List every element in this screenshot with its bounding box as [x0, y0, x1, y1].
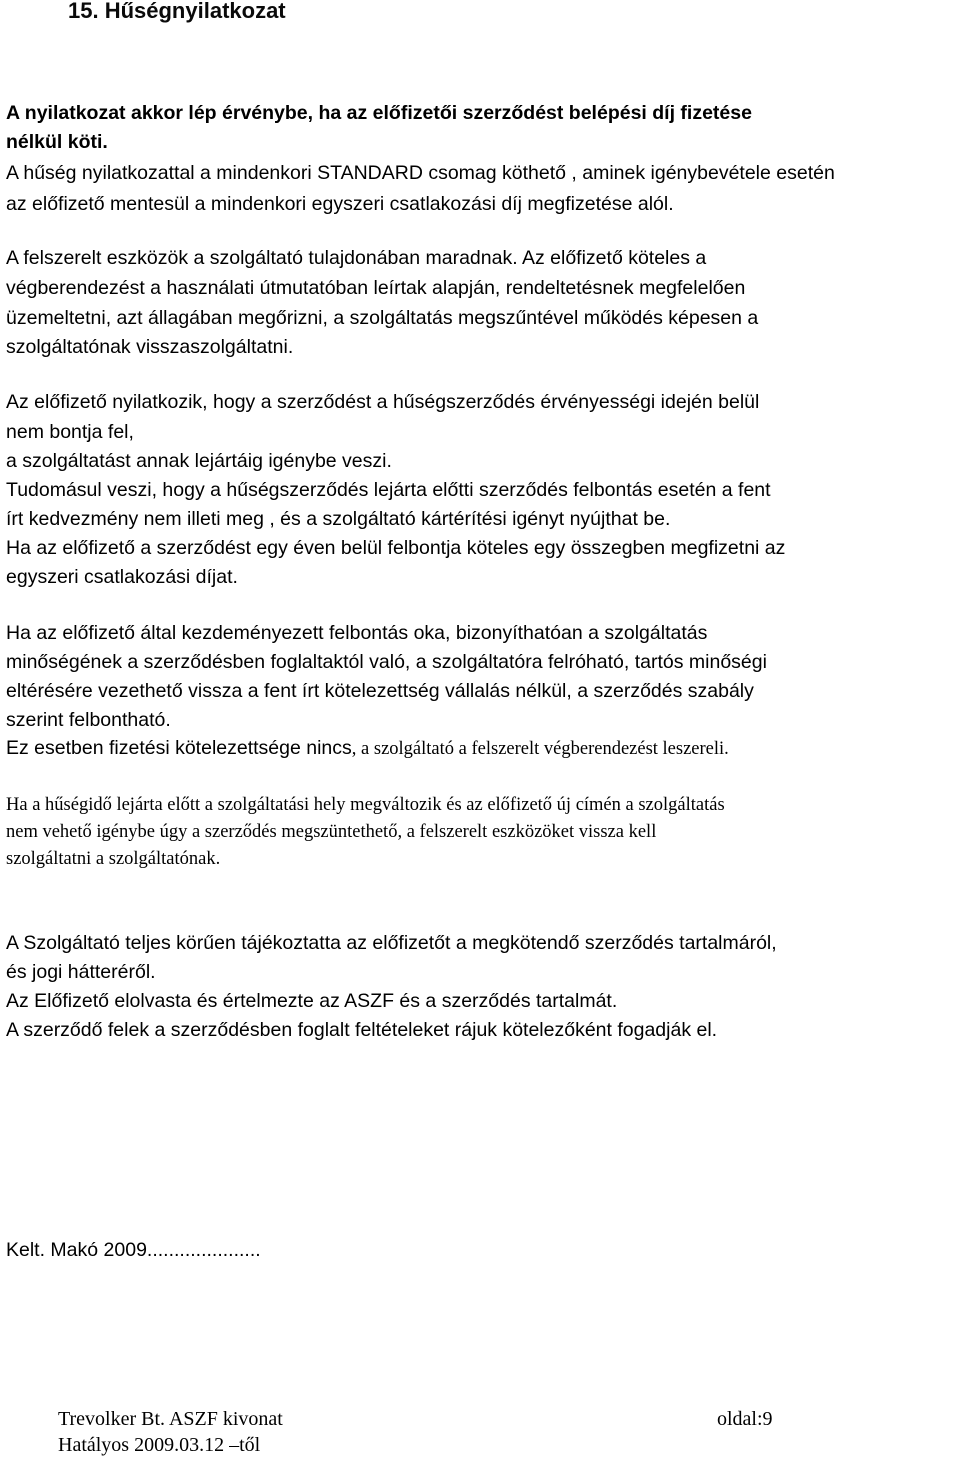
p4-line-4: szerint felbontható. [6, 709, 171, 731]
footer-page-number: oldal:9 [717, 1408, 773, 1430]
p4-line-5-sans: Ez esetben fizetési kötelezettsége nincs [6, 737, 352, 759]
p3-line-6: Ha az előfizető a szerződést egy éven belül felbontja köteles egy összegben megfizetni az [6, 537, 786, 559]
p5-line-3: szolgáltatni a szolgáltatónak. [6, 849, 221, 869]
p6-line-3: Az Előfizető elolvasta és értelmezte az ASZF és a szerződés tartalmát. [6, 990, 618, 1012]
p2-line-1: A felszerelt eszközök a szolgáltató tulajdonában maradnak. Az előfizető köteles a [6, 247, 707, 269]
p4-line-5-serif: , a szolgáltató a felszerelt végberendezést leszereli. [351, 739, 729, 759]
p6-line-4: A szerződő felek a szerződésben foglalt feltételeket rájuk kötelezőként fogadják el. [6, 1019, 718, 1041]
p4-line-3: eltérésére vezethető vissza a fent írt kötelezettség vállalás nélkül, a szerződés szabály [6, 680, 754, 702]
p3-line-3: a szolgáltatást annak lejártáig igénybe veszi. [6, 450, 392, 472]
p3-line-7: egyszeri csatlakozási díjat. [6, 566, 238, 588]
p4-line-2: minőségének a szerződésben foglaltaktól való, a szolgáltatóra felróható, tartós minőségi [6, 651, 767, 673]
p3-line-4: Tudomásul veszi, hogy a hűségszerződés lejárta előtti szerződés felbontás esetén a fent [6, 479, 771, 501]
p2-line-4: szolgáltatónak visszaszolgáltatni. [6, 336, 294, 358]
p1-line-3: A hűség nyilatkozattal a mindenkori STANDARD csomag köthető , aminek igénybevétele esetén [6, 162, 835, 184]
p4-line-1: Ha az előfizető által kezdeményezett felbontás oka, bizonyíthatóan a szolgáltatás [6, 622, 708, 644]
p1-line-4: az előfizető mentesül a mindenkori egyszeri csatlakozási díj megfizetése alól. [6, 193, 674, 215]
p5-line-2: nem vehető igénybe úgy a szerződés megszüntethető, a felszerelt eszközöket vissza kell [6, 822, 657, 842]
p1-line-1: A nyilatkozat akkor lép érvénybe, ha az előfizetői szerződést belépési díj fizetése [6, 102, 752, 124]
footer-company: Trevolker Bt. ASZF kivonat [58, 1408, 283, 1430]
p3-line-1: Az előfizető nyilatkozik, hogy a szerződést a hűségszerződés érvényességi idején belül [6, 391, 760, 413]
p2-line-3: üzemeltetni, azt állagában megőrizni, a szolgáltatás megszűntével működés képesen a [6, 307, 759, 329]
p2-line-2: végberendezést a használati útmutatóban leírtak alapján, rendeltetésnek megfelelően [6, 277, 746, 299]
p1-line-2: nélkül köti. [6, 131, 108, 153]
p6-line-1: A Szolgáltató teljes körűen tájékoztatta az előfizetőt a megkötendő szerződés tartalmáról, [6, 932, 777, 954]
p3-line-2: nem bontja fel, [6, 421, 134, 443]
signature-date-line: Kelt. Makó 2009..................... [6, 1239, 261, 1261]
p6-line-2: és jogi hátteréről. [6, 961, 156, 983]
p3-line-5: írt kedvezmény nem illeti meg , és a szolgáltató kártérítési igényt nyújthat be. [6, 508, 671, 530]
p5-line-1: Ha a hűségidő lejárta előtt a szolgáltatási hely megváltozik és az előfizető új címén a szolgáltatás [6, 795, 725, 815]
footer-valid-from: Hatályos 2009.03.12 –től [58, 1434, 261, 1456]
p4-line-5 [6, 735, 729, 762]
section-heading: 15. Hűségnyilatkozat [68, 0, 286, 23]
